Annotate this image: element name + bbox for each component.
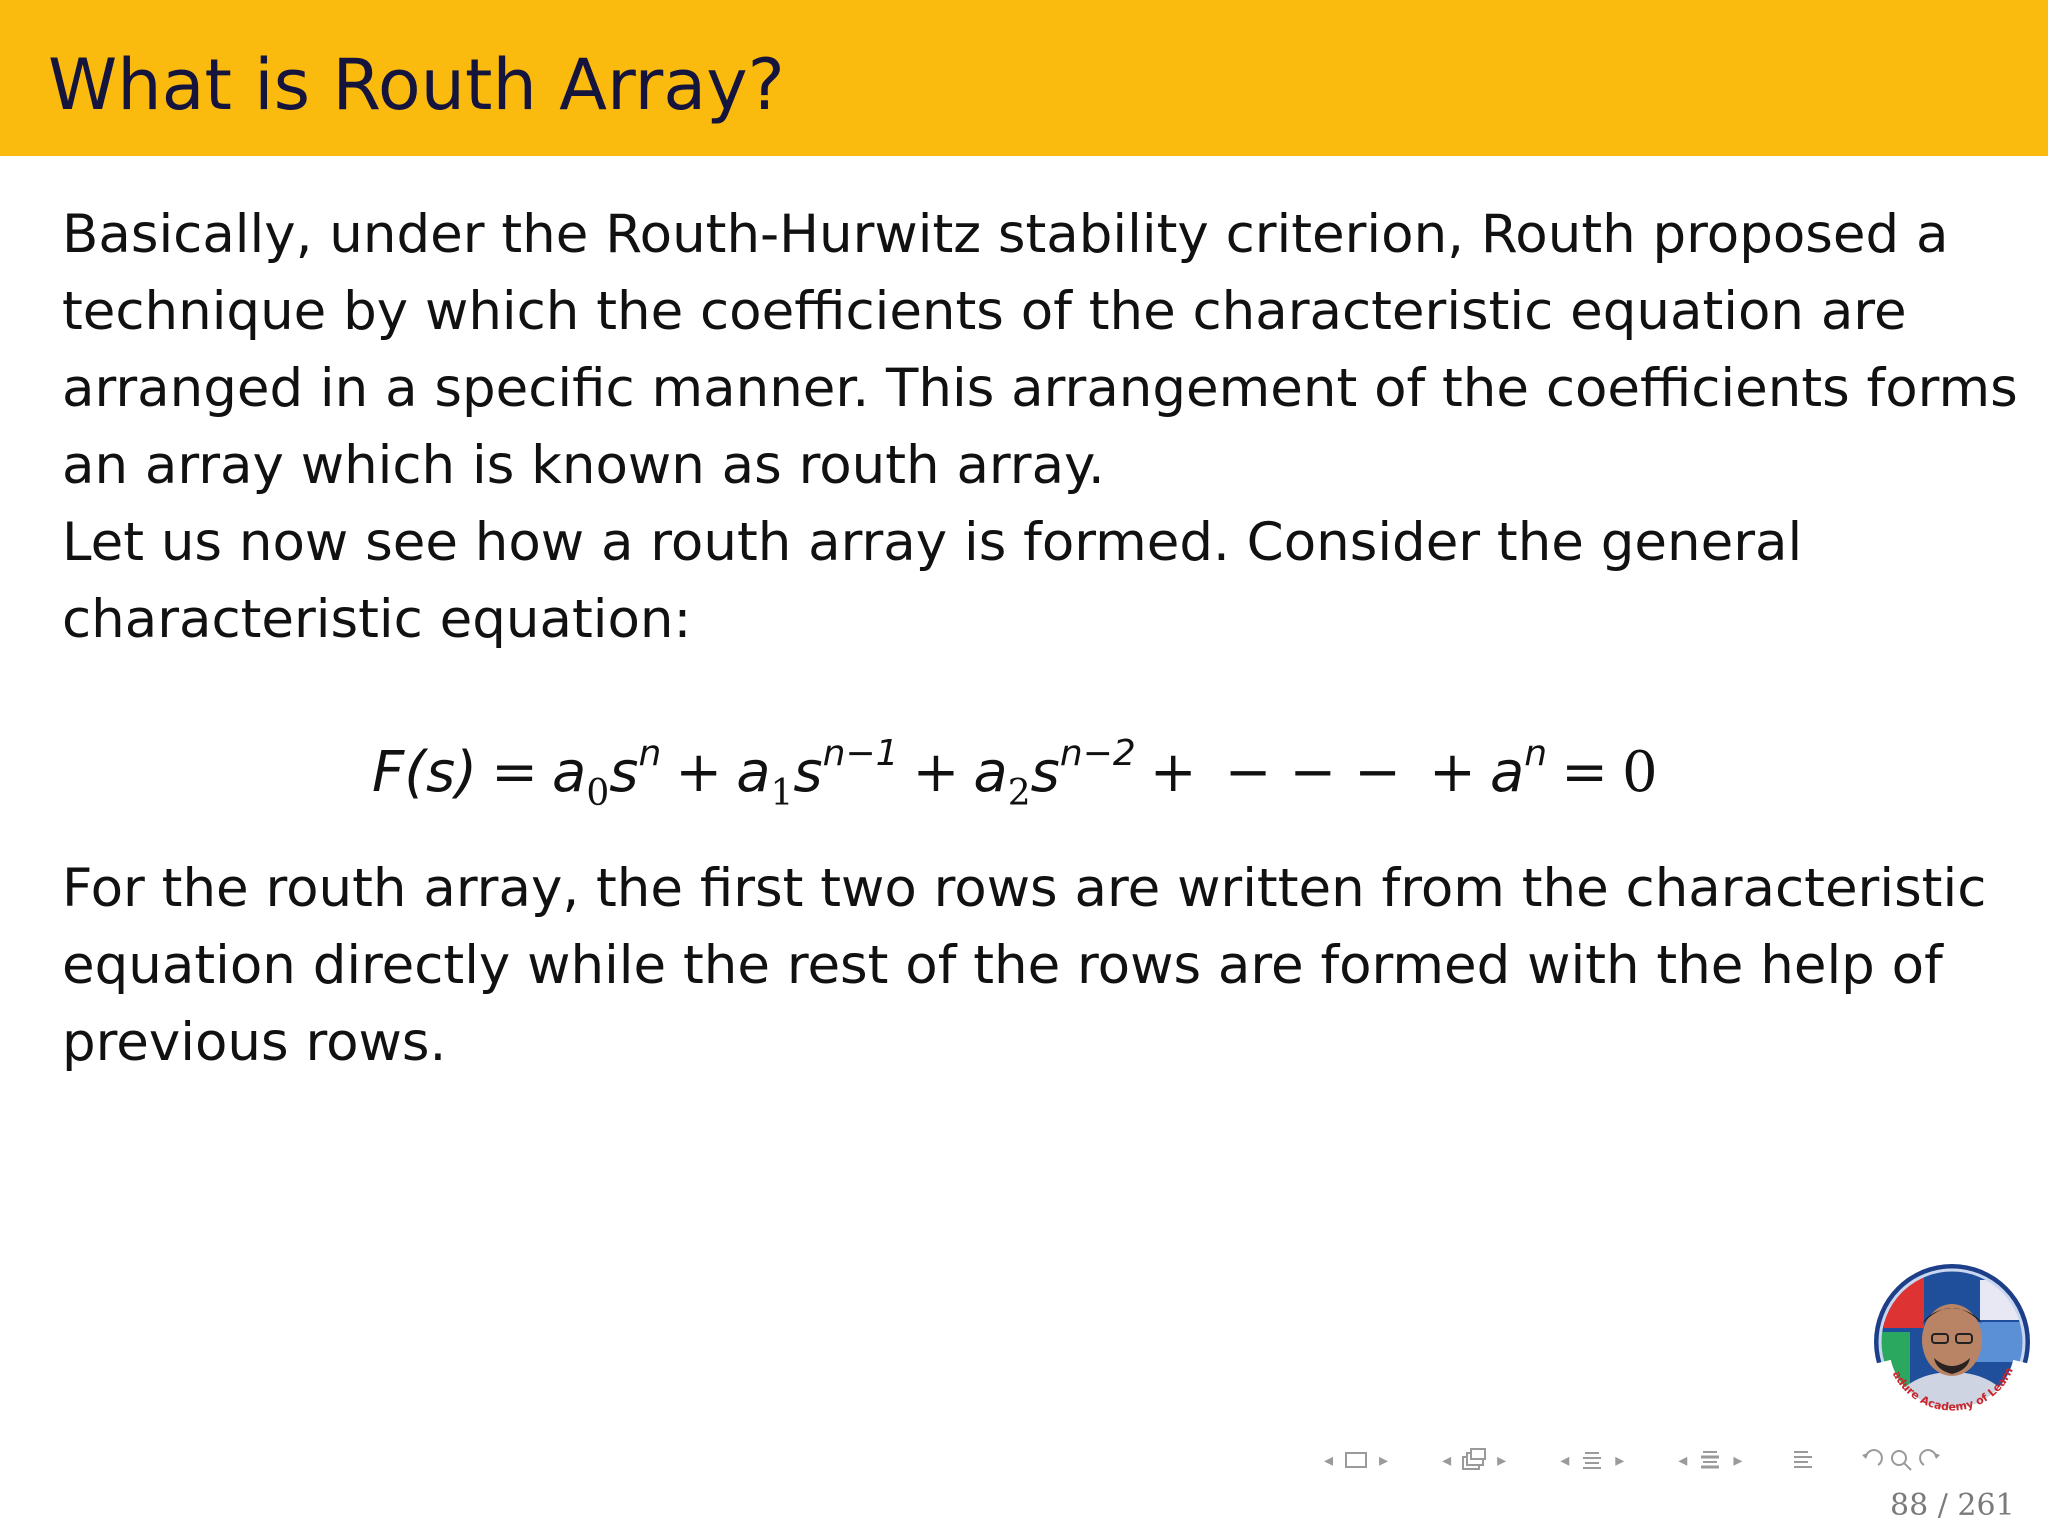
coef-a2: a: [973, 740, 1008, 805]
equation-rhs: 0: [1622, 740, 1658, 805]
nav-next-slide-icon[interactable]: ▸: [1379, 1449, 1389, 1471]
avatar-portrait-icon: [1870, 1262, 2034, 1426]
paragraph-line: technique by which the coefficients of the characteristic equation are: [62, 281, 1907, 342]
equation-lhs: F(s): [372, 740, 478, 805]
nav-prev-slide-icon[interactable]: ◂: [1324, 1449, 1334, 1471]
academy-logo-badge: [1870, 1262, 2034, 1426]
paragraph-line: For the routh array, the first two rows are written from the characteristic: [62, 858, 1987, 919]
section-list-icon[interactable]: [1695, 1445, 1725, 1475]
sup-n-minus-1: n−1: [822, 733, 899, 774]
slide-frame-icon[interactable]: [1341, 1445, 1371, 1475]
paragraph-line: arranged in a specific manner. This arrangement of the coefficients forms: [62, 358, 2018, 419]
paragraph-line: previous rows.: [62, 1012, 447, 1073]
var-s: s: [793, 740, 823, 805]
plus-sign: +: [1429, 740, 1476, 805]
coef-a1: a: [736, 740, 771, 805]
nav-subsection-group: [1552, 1445, 1632, 1475]
table-of-contents-icon[interactable]: [1788, 1445, 1818, 1475]
plus-sign: +: [1149, 740, 1197, 805]
sup-n-minus-2: n−2: [1059, 733, 1136, 774]
paragraph-line: Basically, under the Routh-Hurwitz stability criterion, Routh proposed a: [62, 204, 1949, 265]
redo-icon[interactable]: [1916, 1445, 1946, 1475]
paragraph-line: characteristic equation:: [62, 589, 692, 650]
paragraph-line: Let us now see how a routh array is formed. Consider the general: [62, 512, 1803, 573]
var-s: s: [609, 740, 639, 805]
coef-an: a: [1489, 740, 1525, 805]
nav-frame-group: [1434, 1445, 1514, 1475]
equals-sign: =: [491, 740, 539, 805]
nav-next-frame-icon[interactable]: ▸: [1497, 1449, 1507, 1471]
slide-body: [62, 196, 2022, 658]
sub-0: 0: [586, 773, 610, 814]
nav-slide-group: [1316, 1445, 1396, 1475]
var-s: s: [1030, 740, 1060, 805]
nav-section-group: [1670, 1445, 1750, 1475]
slide-header: [0, 0, 2048, 156]
nav-next-section-icon[interactable]: ▸: [1733, 1449, 1743, 1471]
paragraph-line: an array which is known as routh array.: [62, 435, 1105, 496]
sub-2: 2: [1007, 773, 1031, 814]
page-counter: 88 / 261: [1890, 1488, 2015, 1523]
equals-sign: =: [1561, 740, 1609, 805]
paragraph-line: equation directly while the rest of the rows are formed with the help of: [62, 935, 1943, 996]
stacked-frames-icon[interactable]: [1459, 1445, 1489, 1475]
nav-search-group: [1856, 1445, 1946, 1475]
nav-prev-subsection-icon[interactable]: ◂: [1560, 1449, 1570, 1471]
search-icon[interactable]: [1886, 1445, 1916, 1475]
nav-prev-frame-icon[interactable]: ◂: [1442, 1449, 1452, 1471]
sub-1: 1: [770, 773, 794, 814]
plus-sign: +: [675, 740, 723, 805]
nav-toc-group: [1788, 1445, 1818, 1475]
characteristic-equation: [0, 728, 2048, 838]
ellipsis-dashes: − − −: [1224, 740, 1402, 805]
slide-body-2: [62, 850, 1986, 1081]
coef-a0: a: [552, 740, 587, 805]
nav-next-subsection-icon[interactable]: ▸: [1615, 1449, 1625, 1471]
sup-n: n: [638, 733, 662, 774]
slide-title: What is Routh Array?: [48, 44, 785, 126]
nav-prev-section-icon[interactable]: ◂: [1678, 1449, 1688, 1471]
undo-icon[interactable]: [1856, 1445, 1886, 1475]
subsection-list-icon[interactable]: [1577, 1445, 1607, 1475]
equation-row: [372, 728, 1658, 818]
beamer-navigation: [1316, 1440, 1946, 1480]
sup-n: n: [1524, 733, 1548, 774]
plus-sign: +: [912, 740, 960, 805]
academy-caption: adure Academy of Learn: [1889, 1365, 2016, 1414]
